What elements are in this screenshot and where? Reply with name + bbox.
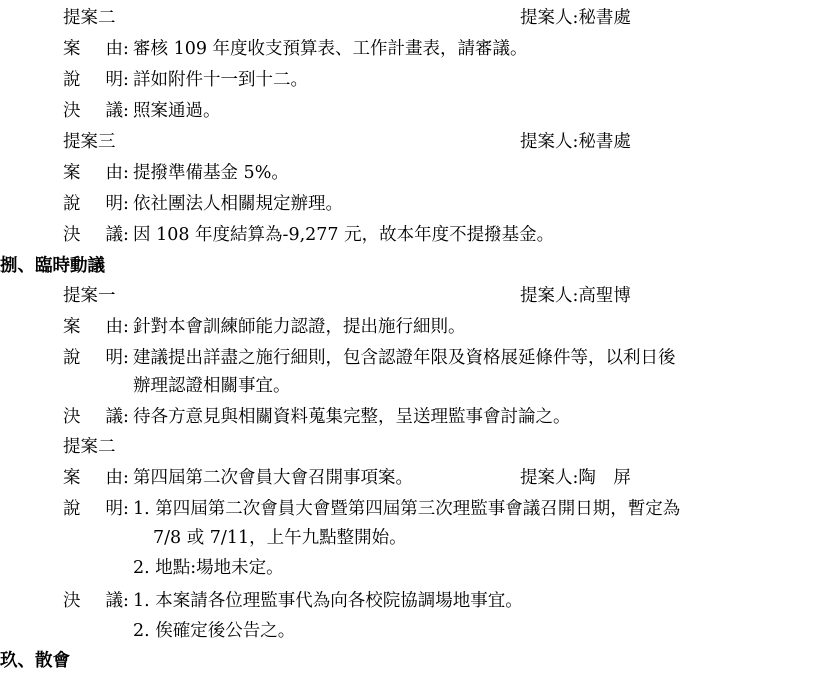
continuation-text: 辦理認證相關事宜。 (133, 376, 291, 396)
explanation-line (0, 343, 815, 374)
field-text: 提撥準備基金 5%。 (133, 163, 289, 183)
proposal-header (0, 281, 815, 312)
motion-line (0, 463, 815, 494)
continuation-text: 7/8 或 7/11，上午九點整開始。 (153, 528, 407, 548)
field-label: 案 由 (63, 163, 123, 183)
field-text: 1. 第四屆第二次會員大會暨第四屆第三次理監事會議召開日期，暫定為 (133, 499, 681, 519)
continuation-text: 2. 地點:場地未定。 (133, 558, 284, 578)
section-title: 捌、臨時動議 (0, 256, 105, 276)
label-colon: : (123, 348, 129, 368)
field-text: 詳如附件十一到十二。 (133, 70, 308, 90)
field-label: 說 明 (63, 194, 123, 214)
proposal-header (0, 3, 815, 34)
field-text: 待各方意見與相關資料蒐集完整，呈送理監事會討論之。 (133, 407, 571, 427)
proposer: 提案人:高聖博 (520, 286, 631, 306)
label-colon: : (123, 591, 129, 611)
section-heading (0, 251, 815, 282)
label-colon: : (123, 225, 129, 245)
field-text: 第四屆第二次會員大會召開事項案。 (133, 468, 413, 488)
label-colon: : (123, 163, 129, 183)
field-label: 決 議 (63, 225, 123, 245)
field-label: 決 議 (63, 407, 123, 427)
field-text: 因 108 年度結算為-9,277 元，故本年度不提撥基金。 (133, 225, 555, 245)
field-text: 針對本會訓練師能力認證，提出施行細則。 (133, 317, 466, 337)
resolution-line (0, 586, 815, 617)
label-colon: : (123, 194, 129, 214)
motion-line (0, 158, 815, 189)
proposer: 提案人:秘書處 (520, 8, 631, 28)
label-colon: : (123, 101, 129, 121)
label-colon: : (123, 468, 129, 488)
field-label: 案 由 (63, 39, 123, 59)
field-text: 依社團法人相關規定辦理。 (133, 194, 343, 214)
proposal-title: 提案二 (63, 437, 116, 457)
field-text: 1. 本案請各位理監事代為向各校院協調場地事宜。 (133, 591, 523, 611)
continuation-line (0, 616, 815, 647)
field-label: 說 明 (63, 499, 123, 519)
continuation-line (0, 523, 815, 554)
proposal-title: 提案一 (63, 286, 116, 306)
field-label: 案 由 (63, 317, 123, 337)
section-title: 玖、散會 (0, 651, 70, 671)
label-colon: : (123, 39, 129, 59)
proposer: 提案人:陶 屏 (520, 468, 631, 488)
section-heading (0, 646, 815, 677)
proposer: 提案人:秘書處 (520, 132, 631, 152)
field-label: 案 由 (63, 468, 123, 488)
label-colon: : (123, 407, 129, 427)
label-colon: : (123, 499, 129, 519)
field-label: 說 明 (63, 70, 123, 90)
resolution-line (0, 402, 815, 433)
label-colon: : (123, 70, 129, 90)
field-label: 決 議 (63, 101, 123, 121)
proposal-header (0, 432, 815, 463)
explanation-line (0, 189, 815, 220)
continuation-line (0, 371, 815, 402)
resolution-line (0, 220, 815, 251)
explanation-line (0, 65, 815, 96)
motion-line (0, 312, 815, 343)
field-text: 審核 109 年度收支預算表、工作計畫表，請審議。 (133, 39, 528, 59)
field-label: 決 議 (63, 591, 123, 611)
continuation-line (0, 553, 815, 584)
field-text: 建議提出詳盡之施行細則，包含認證年限及資格展延條件等，以利日後 (133, 348, 676, 368)
motion-line (0, 34, 815, 65)
proposal-header (0, 127, 815, 158)
proposal-title: 提案二 (63, 8, 116, 28)
explanation-line (0, 494, 815, 525)
field-label: 說 明 (63, 348, 123, 368)
resolution-line (0, 96, 815, 127)
proposal-title: 提案三 (63, 132, 116, 152)
continuation-text: 2. 俟確定後公告之。 (133, 621, 296, 641)
label-colon: : (123, 317, 129, 337)
field-text: 照案通過。 (133, 101, 221, 121)
